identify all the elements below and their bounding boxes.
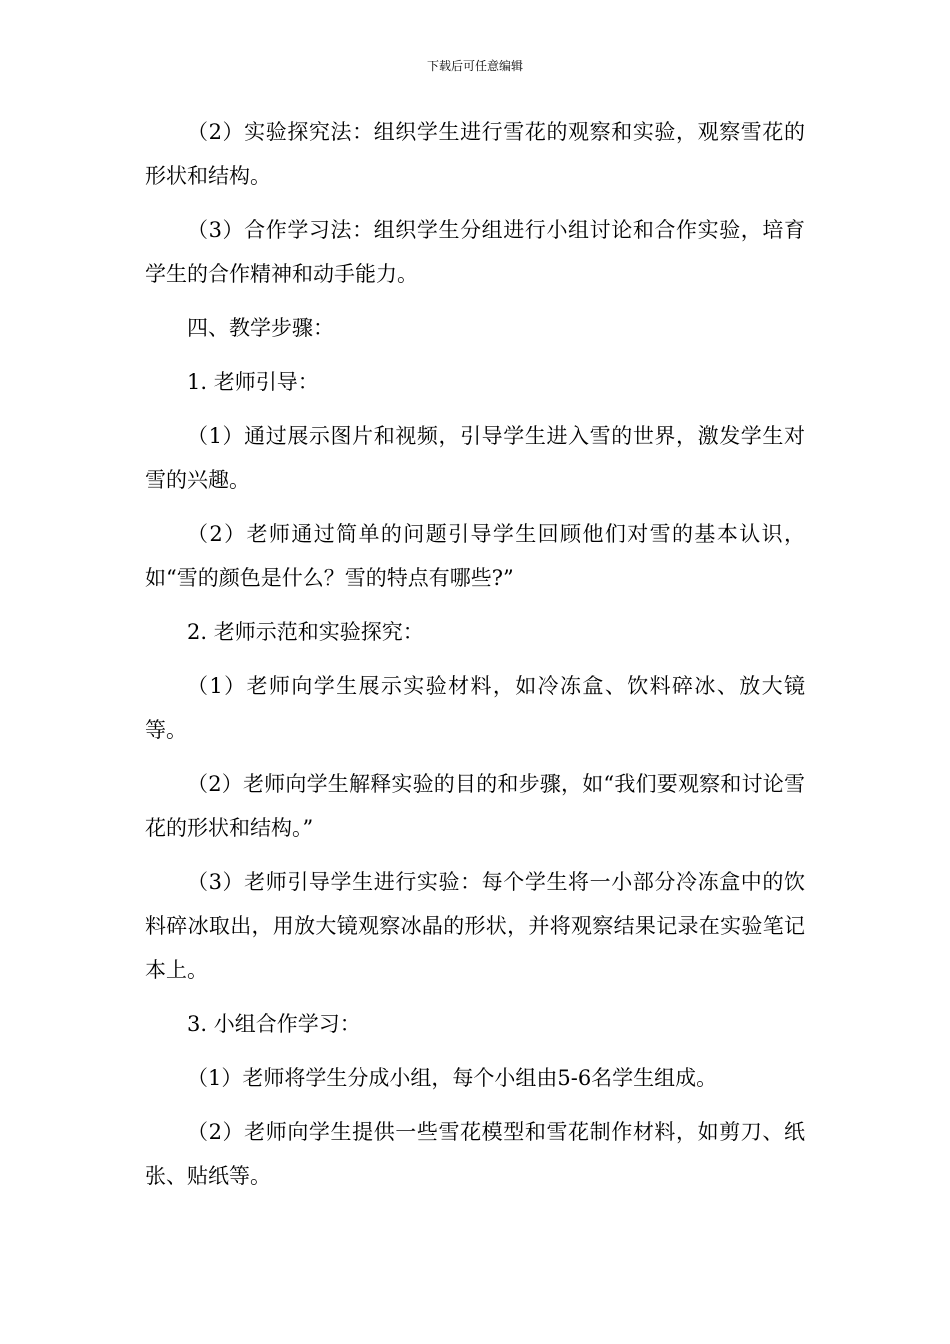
section-heading-steps: 四、教学步骤： <box>187 316 334 340</box>
paragraph-method-cooperation: （3）合作学习法：组织学生分组进行小组讨论和合作实验，培育学生的合作精神和动手能力。 <box>145 218 805 286</box>
step-heading-3: 3. 小组合作学习： <box>187 1012 361 1036</box>
paragraph-step2-item2: （2）老师向学生解释实验的目的和步骤，如“我们要观察和讨论雪花的形状和结构。” <box>145 772 805 840</box>
paragraph-step3-item1: （1）老师将学生分成小组，每个小组由5-6名学生组成。 <box>187 1066 718 1090</box>
step-heading-2: 2. 老师示范和实验探究： <box>187 620 424 644</box>
document-body <box>145 110 805 1208</box>
paragraph-method-experiment: （2）实验探究法：组织学生进行雪花的观察和实验，观察雪花的形状和结构。 <box>145 120 805 188</box>
paragraph-step2-item3: （3）老师引导学生进行实验：每个学生将一小部分冷冻盒中的饮料碎冰取出，用放大镜观察冰晶的形状，并将观察结果记录在实验笔记本上。 <box>145 870 805 982</box>
paragraph-step1-item2: （2）老师通过简单的问题引导学生回顾他们对雪的基本认识，如“雪的颜色是什么？雪的特点有哪些?” <box>145 522 805 590</box>
page-header: 下载后可任意编辑 <box>426 59 523 73</box>
paragraph-step1-item1: （1）通过展示图片和视频，引导学生进入雪的世界，激发学生对雪的兴趣。 <box>145 424 805 492</box>
paragraph-step3-item2: （2）老师向学生提供一些雪花模型和雪花制作材料，如剪刀、纸张、贴纸等。 <box>145 1120 805 1188</box>
step-heading-1: 1. 老师引导： <box>187 370 319 394</box>
paragraph-step2-item1: （1）老师向学生展示实验材料，如冷冻盒、饮料碎冰、放大镜等。 <box>145 674 805 742</box>
